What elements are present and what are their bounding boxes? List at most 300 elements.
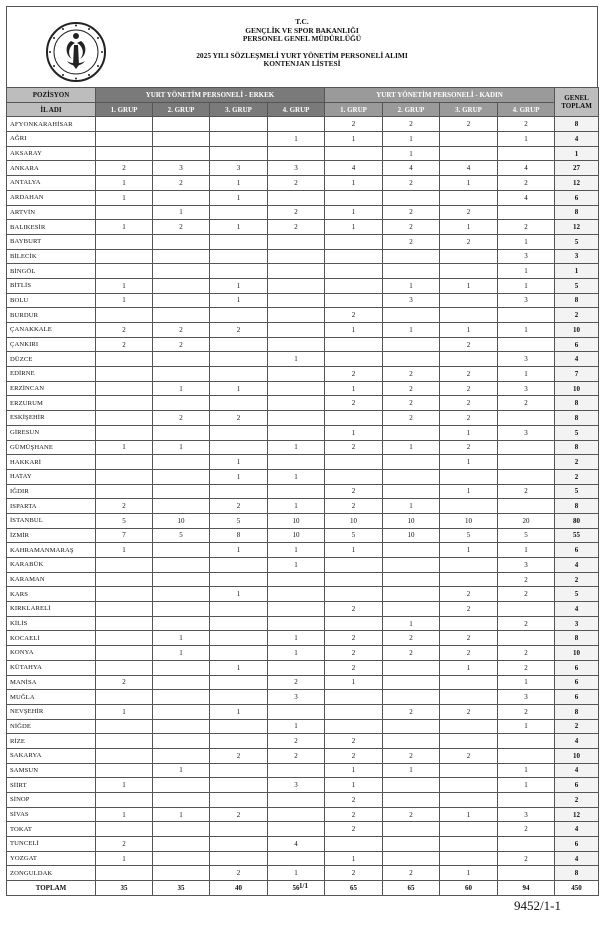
province-name: BURDUR <box>7 308 96 323</box>
quota-cell: 3 <box>268 778 325 793</box>
quota-cell: 1 <box>440 660 498 675</box>
quota-cell <box>268 763 325 778</box>
quota-cell: 4 <box>440 161 498 176</box>
quota-cell <box>383 660 440 675</box>
table-row <box>7 807 599 822</box>
quota-cell: 2 <box>383 117 440 132</box>
quota-cell: 2 <box>210 499 268 514</box>
table-row <box>7 822 599 837</box>
column-total-cell: 35 <box>96 881 153 896</box>
table-row <box>7 704 599 719</box>
quota-cell: 1 <box>383 440 440 455</box>
quota-cell: 1 <box>325 323 383 338</box>
quota-cell <box>96 425 153 440</box>
quota-cell <box>498 734 555 749</box>
quota-cell: 1 <box>440 455 498 470</box>
quota-cell: 1 <box>498 323 555 338</box>
quota-cell <box>96 205 153 220</box>
quota-cell: 2 <box>383 866 440 881</box>
quota-cell: 2 <box>325 866 383 881</box>
province-name: ÇANAKKALE <box>7 323 96 338</box>
quota-cell <box>268 323 325 338</box>
quota-cell <box>268 807 325 822</box>
quota-cell <box>268 146 325 161</box>
quota-cell <box>440 734 498 749</box>
quota-cell: 1 <box>325 851 383 866</box>
quota-cell <box>383 675 440 690</box>
table-row <box>7 734 599 749</box>
quota-cell: 2 <box>383 234 440 249</box>
quota-cell <box>383 337 440 352</box>
quota-cell: 1 <box>268 646 325 661</box>
quota-cell: 2 <box>383 381 440 396</box>
quota-cell <box>440 558 498 573</box>
column-header-female-2: 2. GRUP <box>383 102 440 117</box>
row-total-cell: 6 <box>555 543 599 558</box>
quota-cell <box>440 851 498 866</box>
position-header: POZİSYON <box>7 88 96 103</box>
row-total-cell: 8 <box>555 293 599 308</box>
province-name: NİĞDE <box>7 719 96 734</box>
quota-cell: 2 <box>440 587 498 602</box>
row-total-cell: 4 <box>555 132 599 147</box>
quota-cell: 1 <box>383 763 440 778</box>
quota-cell <box>440 572 498 587</box>
province-name: MUĞLA <box>7 690 96 705</box>
row-total-cell: 6 <box>555 675 599 690</box>
table-row <box>7 411 599 426</box>
province-name: TUNCELİ <box>7 837 96 852</box>
province-name: BİNGÖL <box>7 264 96 279</box>
quota-cell: 1 <box>268 440 325 455</box>
row-total-cell: 1 <box>555 264 599 279</box>
quota-cell <box>210 646 268 661</box>
quota-cell: 1 <box>210 455 268 470</box>
quota-cell <box>383 264 440 279</box>
quota-cell <box>440 793 498 808</box>
quota-cell <box>153 234 210 249</box>
quota-cell: 1 <box>153 763 210 778</box>
quota-cell: 3 <box>498 352 555 367</box>
quota-cell: 2 <box>440 704 498 719</box>
quota-cell: 2 <box>268 205 325 220</box>
table-row <box>7 352 599 367</box>
row-total-cell: 12 <box>555 807 599 822</box>
title-line-5: KONTENJAN LİSTESİ <box>263 59 341 69</box>
quota-cell: 1 <box>96 176 153 191</box>
row-total-cell: 6 <box>555 778 599 793</box>
quota-cell <box>383 587 440 602</box>
quota-cell: 2 <box>325 396 383 411</box>
quota-cell <box>210 822 268 837</box>
table-row <box>7 660 599 675</box>
row-total-cell: 4 <box>555 352 599 367</box>
quota-cell: 2 <box>268 748 325 763</box>
quota-cell: 2 <box>153 337 210 352</box>
quota-cell <box>210 337 268 352</box>
quota-cell <box>210 675 268 690</box>
quota-cell: 2 <box>325 499 383 514</box>
row-total-cell: 8 <box>555 117 599 132</box>
quota-cell: 2 <box>153 323 210 338</box>
quota-cell: 1 <box>440 866 498 881</box>
quota-cell: 10 <box>325 513 383 528</box>
row-total-cell: 55 <box>555 528 599 543</box>
province-name: SİİRT <box>7 778 96 793</box>
row-total-cell: 3 <box>555 616 599 631</box>
quota-cell <box>498 440 555 455</box>
quota-cell: 1 <box>325 381 383 396</box>
quota-cell <box>383 734 440 749</box>
quota-cell: 1 <box>440 323 498 338</box>
quota-cell <box>440 675 498 690</box>
grand-total-label: GENEL TOPLAM <box>561 94 592 111</box>
row-total-cell: 4 <box>555 558 599 573</box>
quota-cell <box>498 631 555 646</box>
column-total-cell: 94 <box>498 881 555 896</box>
row-total-cell: 8 <box>555 396 599 411</box>
quota-cell <box>268 484 325 499</box>
table-row <box>7 866 599 881</box>
quota-cell <box>96 117 153 132</box>
quota-cell <box>383 793 440 808</box>
column-total-cell: 35 <box>153 881 210 896</box>
quota-cell: 5 <box>498 528 555 543</box>
column-total-cell: 56 <box>268 881 325 896</box>
quota-cell: 2 <box>210 323 268 338</box>
quota-cell: 2 <box>498 176 555 191</box>
quota-cell: 2 <box>325 807 383 822</box>
quota-cell: 1 <box>440 278 498 293</box>
table-row <box>7 793 599 808</box>
quota-cell <box>210 396 268 411</box>
table-row <box>7 425 599 440</box>
row-total-cell: 5 <box>555 484 599 499</box>
row-total-cell: 7 <box>555 367 599 382</box>
quota-cell: 2 <box>210 411 268 426</box>
quota-cell: 1 <box>440 543 498 558</box>
quota-cell: 2 <box>96 323 153 338</box>
quota-cell <box>153 308 210 323</box>
quota-cell <box>153 778 210 793</box>
row-total-cell: 12 <box>555 220 599 235</box>
quota-cell <box>210 602 268 617</box>
row-total-cell: 8 <box>555 499 599 514</box>
quota-cell: 3 <box>268 690 325 705</box>
quota-cell: 2 <box>498 484 555 499</box>
quota-cell: 2 <box>96 837 153 852</box>
quota-cell <box>96 866 153 881</box>
quota-cell: 1 <box>96 190 153 205</box>
province-name: HAKKARİ <box>7 455 96 470</box>
quota-cell: 1 <box>210 469 268 484</box>
province-name: BAYBURT <box>7 234 96 249</box>
quota-cell <box>325 469 383 484</box>
totals-label: TOPLAM <box>7 881 96 896</box>
quota-cell <box>96 132 153 147</box>
quota-cell: 2 <box>96 337 153 352</box>
quota-cell <box>268 190 325 205</box>
title-line-1: T.C. <box>295 17 309 26</box>
quota-cell <box>210 146 268 161</box>
table-row <box>7 381 599 396</box>
quota-cell: 1 <box>383 323 440 338</box>
quota-cell <box>153 499 210 514</box>
quota-cell: 1 <box>268 558 325 573</box>
quota-cell <box>153 117 210 132</box>
province-name: GİRESUN <box>7 425 96 440</box>
quota-table-body <box>7 117 599 895</box>
quota-cell <box>325 234 383 249</box>
quota-cell: 2 <box>498 646 555 661</box>
quota-cell <box>268 396 325 411</box>
quota-cell: 1 <box>325 220 383 235</box>
province-name: TOKAT <box>7 822 96 837</box>
quota-cell: 1 <box>268 352 325 367</box>
quota-cell <box>383 308 440 323</box>
quota-cell <box>325 690 383 705</box>
quota-cell: 3 <box>498 293 555 308</box>
title-line-2: GENÇLİK VE SPOR BAKANLIĞI <box>245 25 359 35</box>
row-total-cell: 4 <box>555 851 599 866</box>
quota-cell <box>96 719 153 734</box>
quota-cell: 2 <box>440 117 498 132</box>
quota-cell <box>383 602 440 617</box>
quota-cell: 2 <box>325 748 383 763</box>
quota-cell <box>96 367 153 382</box>
quota-cell: 2 <box>440 337 498 352</box>
quota-cell <box>498 837 555 852</box>
province-name: AFYONKARAHİSAR <box>7 117 96 132</box>
row-total-cell: 6 <box>555 190 599 205</box>
quota-cell <box>440 293 498 308</box>
row-total-cell: 2 <box>555 719 599 734</box>
quota-cell: 3 <box>498 381 555 396</box>
quota-cell <box>383 558 440 573</box>
quota-cell <box>210 616 268 631</box>
quota-cell: 1 <box>498 367 555 382</box>
quota-cell <box>498 205 555 220</box>
quota-cell: 10 <box>383 528 440 543</box>
quota-cell <box>96 146 153 161</box>
quota-cell <box>96 660 153 675</box>
quota-cell: 2 <box>96 675 153 690</box>
quota-cell: 1 <box>268 499 325 514</box>
quota-cell: 4 <box>325 161 383 176</box>
quota-cell <box>498 455 555 470</box>
quota-cell: 1 <box>268 543 325 558</box>
quota-cell: 1 <box>210 190 268 205</box>
quota-cell <box>440 837 498 852</box>
quota-cell <box>440 352 498 367</box>
quota-cell: 2 <box>498 572 555 587</box>
row-total-cell: 80 <box>555 513 599 528</box>
quota-cell <box>210 440 268 455</box>
province-name: HATAY <box>7 469 96 484</box>
quota-cell <box>498 337 555 352</box>
quota-cell <box>383 778 440 793</box>
quota-cell: 1 <box>498 543 555 558</box>
quota-cell <box>210 249 268 264</box>
table-row <box>7 646 599 661</box>
quota-cell <box>96 484 153 499</box>
quota-cell: 2 <box>383 205 440 220</box>
province-name: KARAMAN <box>7 572 96 587</box>
quota-cell <box>96 234 153 249</box>
row-total-cell: 8 <box>555 704 599 719</box>
quota-cell <box>153 190 210 205</box>
quota-cell <box>383 190 440 205</box>
quota-cell <box>325 558 383 573</box>
quota-cell: 1 <box>498 778 555 793</box>
province-name: ERZİNCAN <box>7 381 96 396</box>
quota-cell <box>383 822 440 837</box>
province-name: SAMSUN <box>7 763 96 778</box>
quota-cell <box>440 719 498 734</box>
quota-cell <box>153 367 210 382</box>
column-header-female-4: 4. GRUP <box>498 102 555 117</box>
table-row <box>7 234 599 249</box>
quota-cell <box>153 293 210 308</box>
row-total-cell: 5 <box>555 425 599 440</box>
table-row <box>7 396 599 411</box>
quota-cell <box>383 837 440 852</box>
quota-cell: 1 <box>96 293 153 308</box>
quota-cell: 1 <box>96 704 153 719</box>
quota-cell <box>153 249 210 264</box>
row-total-cell: 6 <box>555 690 599 705</box>
quota-cell: 8 <box>210 528 268 543</box>
column-header-male-4: 4. GRUP <box>268 102 325 117</box>
quota-cell: 1 <box>325 763 383 778</box>
table-row <box>7 528 599 543</box>
quota-cell <box>153 425 210 440</box>
table-row <box>7 572 599 587</box>
quota-cell: 2 <box>498 822 555 837</box>
quota-cell <box>268 851 325 866</box>
quota-cell <box>268 704 325 719</box>
quota-cell: 1 <box>210 543 268 558</box>
quota-cell: 1 <box>498 278 555 293</box>
table-row <box>7 851 599 866</box>
province-name: GÜMÜŞHANE <box>7 440 96 455</box>
quota-cell <box>268 337 325 352</box>
quota-cell <box>96 381 153 396</box>
quota-cell <box>210 425 268 440</box>
quota-cell <box>325 572 383 587</box>
quota-cell <box>383 455 440 470</box>
quota-cell: 2 <box>268 675 325 690</box>
quota-cell <box>268 308 325 323</box>
quota-cell <box>153 352 210 367</box>
quota-cell <box>153 866 210 881</box>
row-total-cell: 4 <box>555 734 599 749</box>
quota-cell <box>153 455 210 470</box>
quota-cell <box>210 264 268 279</box>
quota-cell: 4 <box>383 161 440 176</box>
quota-cell: 1 <box>383 499 440 514</box>
column-header-female-1: 1. GRUP <box>325 102 383 117</box>
quota-cell: 2 <box>325 117 383 132</box>
quota-cell <box>383 851 440 866</box>
quota-cell <box>383 249 440 264</box>
province-name: ARTVİN <box>7 205 96 220</box>
province-name: BOLU <box>7 293 96 308</box>
row-total-cell: 4 <box>555 822 599 837</box>
quota-cell: 1 <box>268 866 325 881</box>
quota-cell <box>383 543 440 558</box>
quota-cell: 2 <box>440 631 498 646</box>
quota-cell <box>210 132 268 147</box>
document-header <box>6 6 598 87</box>
quota-cell: 1 <box>96 440 153 455</box>
quota-cell <box>153 616 210 631</box>
quota-cell: 1 <box>96 278 153 293</box>
row-total-cell: 2 <box>555 793 599 808</box>
quota-cell <box>210 308 268 323</box>
row-total-cell: 2 <box>555 308 599 323</box>
quota-cell <box>440 499 498 514</box>
quota-cell <box>153 851 210 866</box>
quota-cell <box>210 734 268 749</box>
province-name: ISPARTA <box>7 499 96 514</box>
table-row <box>7 499 599 514</box>
quota-cell: 2 <box>440 381 498 396</box>
quota-cell: 7 <box>96 528 153 543</box>
quota-cell: 2 <box>498 117 555 132</box>
table-row <box>7 220 599 235</box>
quota-cell: 2 <box>498 396 555 411</box>
quota-cell <box>96 793 153 808</box>
quota-cell: 3 <box>498 690 555 705</box>
table-row <box>7 484 599 499</box>
quota-cell: 2 <box>383 631 440 646</box>
quota-cell: 2 <box>96 499 153 514</box>
quota-cell: 1 <box>96 807 153 822</box>
quota-cell <box>268 793 325 808</box>
quota-cell <box>96 264 153 279</box>
quota-cell: 2 <box>325 660 383 675</box>
quota-cell <box>96 646 153 661</box>
quota-cell: 3 <box>210 161 268 176</box>
quota-cell: 2 <box>498 220 555 235</box>
table-row <box>7 675 599 690</box>
quota-cell <box>498 146 555 161</box>
quota-cell <box>383 352 440 367</box>
quota-cell <box>153 396 210 411</box>
quota-cell: 1 <box>96 543 153 558</box>
quota-cell: 2 <box>498 851 555 866</box>
quota-cell: 5 <box>440 528 498 543</box>
quota-cell: 1 <box>153 631 210 646</box>
quota-cell <box>210 558 268 573</box>
quota-cell: 2 <box>383 176 440 191</box>
quota-cell <box>440 264 498 279</box>
province-name: YOZGAT <box>7 851 96 866</box>
quota-cell: 1 <box>210 381 268 396</box>
quota-cell <box>96 308 153 323</box>
quota-cell <box>153 602 210 617</box>
column-total-cell: 65 <box>383 881 440 896</box>
province-name: KIRKLARELİ <box>7 602 96 617</box>
quota-cell <box>325 704 383 719</box>
quota-cell: 2 <box>325 308 383 323</box>
quota-cell: 1 <box>498 763 555 778</box>
quota-cell: 1 <box>153 205 210 220</box>
quota-cell <box>153 660 210 675</box>
row-total-cell: 10 <box>555 646 599 661</box>
table-row <box>7 616 599 631</box>
